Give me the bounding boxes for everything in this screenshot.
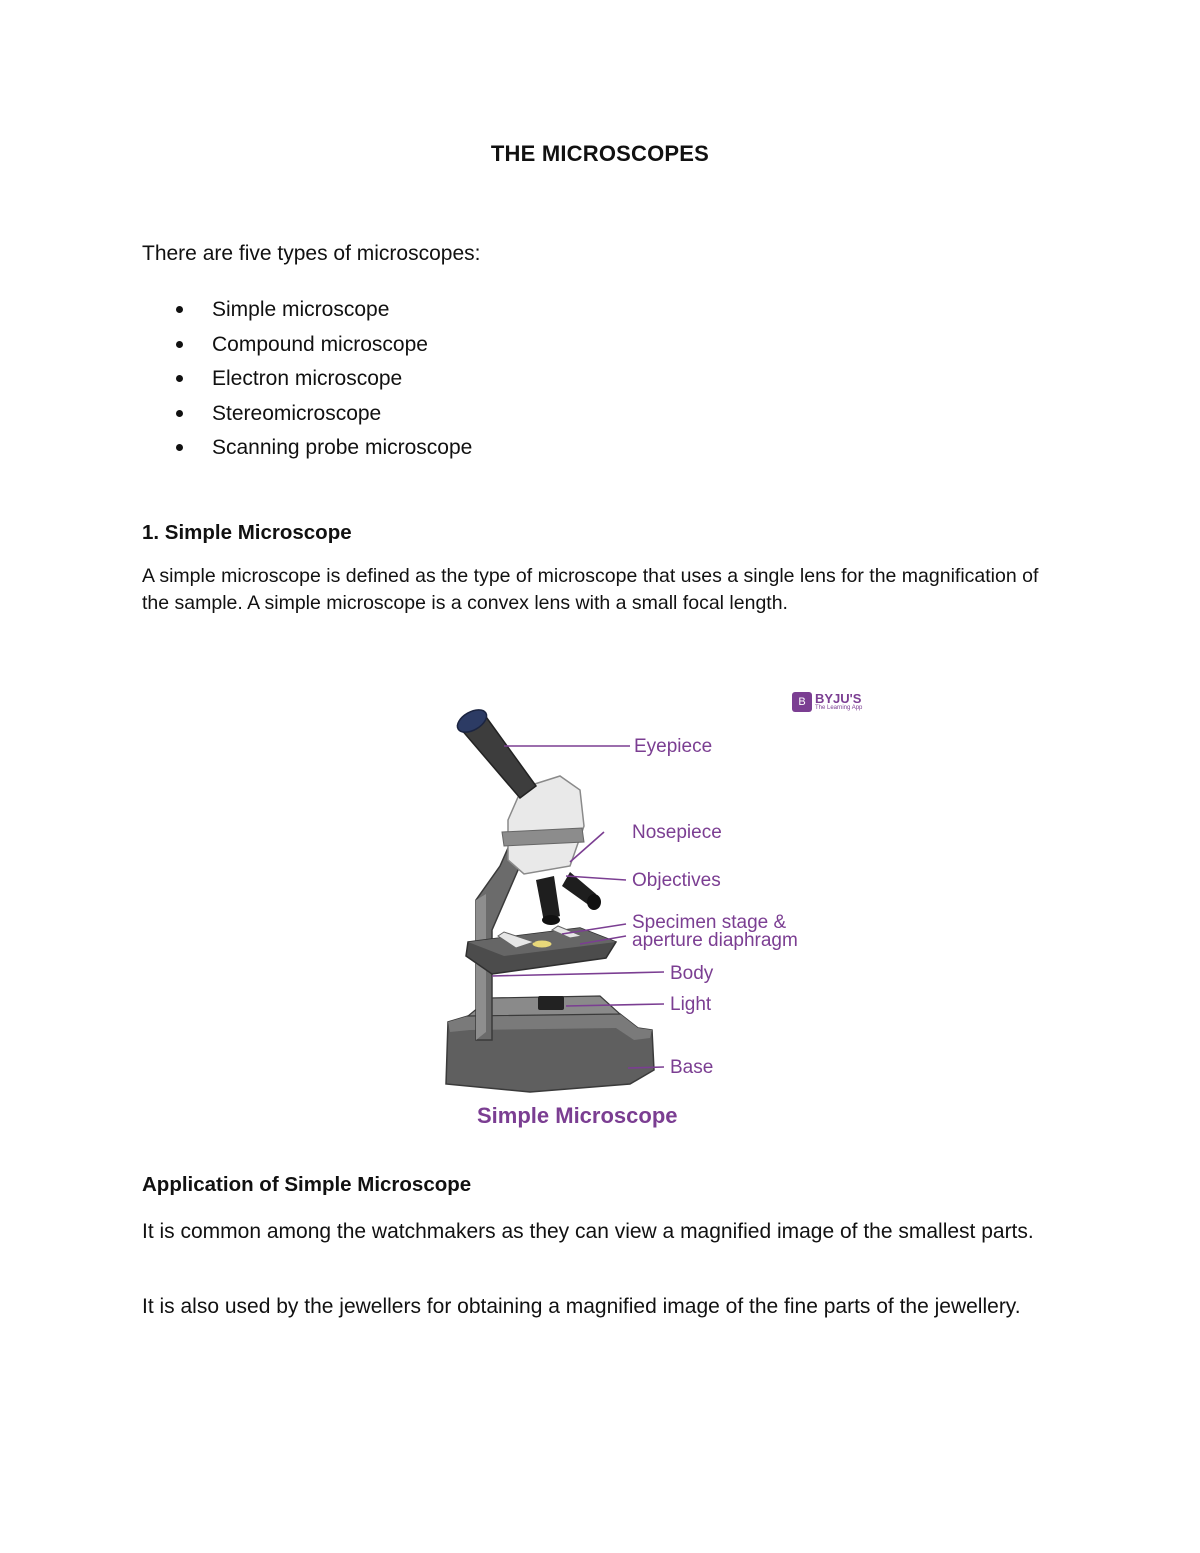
- brand-name: BYJU'S: [815, 691, 862, 706]
- section-heading-simple-microscope: 1. Simple Microscope: [142, 521, 352, 544]
- simple-microscope-definition: A simple microscope is defined as the type of microscope that uses a single lens for the magnification of the sample. A simple microscope is a convex lens with a small focal length.: [142, 565, 1039, 614]
- label-body: Body: [670, 963, 714, 984]
- application-paragraph-watchmakers: It is common among the watchmakers as they can view a magnified image of the smallest parts.: [142, 1220, 1034, 1243]
- list-item: [142, 296, 472, 331]
- label-specimen-stage: Specimen stage &: [632, 912, 787, 933]
- label-light: Light: [670, 994, 712, 1015]
- list-item: [142, 434, 472, 469]
- page-title: THE MICROSCOPES: [490, 141, 710, 166]
- byjus-logo: [792, 692, 862, 712]
- list-item: [142, 365, 472, 400]
- simple-microscope-figure: [420, 680, 900, 1140]
- list-item-label: Scanning probe microscope: [212, 436, 473, 459]
- section-heading-application: Application of Simple Microscope: [142, 1173, 472, 1196]
- intro-text: There are five types of microscopes:: [142, 242, 481, 265]
- label-aperture-diaphragm: aperture diaphragm: [632, 930, 798, 951]
- microscope-types-list: [142, 296, 472, 469]
- figure-caption: Simple Microscope: [477, 1103, 678, 1128]
- brand-tagline: The Learning App: [815, 705, 863, 711]
- brand-icon: B: [792, 692, 812, 712]
- bullet-icon: [176, 444, 183, 451]
- list-item-label: Electron microscope: [212, 367, 403, 390]
- label-objectives: Objectives: [632, 870, 721, 891]
- list-item-label: Stereomicroscope: [212, 401, 382, 425]
- list-item: [142, 331, 472, 366]
- list-item-label: Simple microscope: [212, 298, 390, 321]
- list-item: [142, 400, 472, 435]
- label-nosepiece: Nosepiece: [632, 822, 722, 843]
- bullet-icon: [176, 306, 183, 313]
- bullet-icon: [176, 341, 183, 348]
- label-eyepiece: Eyepiece: [634, 736, 713, 757]
- bullet-icon: [176, 375, 183, 382]
- label-base: Base: [670, 1057, 714, 1078]
- bullet-icon: [176, 410, 183, 417]
- application-paragraph-jewellers: It is also used by the jewellers for obtaining a magnified image of the fine parts of the jewellery.: [142, 1295, 1021, 1318]
- list-item-label: Compound microscope: [212, 332, 428, 356]
